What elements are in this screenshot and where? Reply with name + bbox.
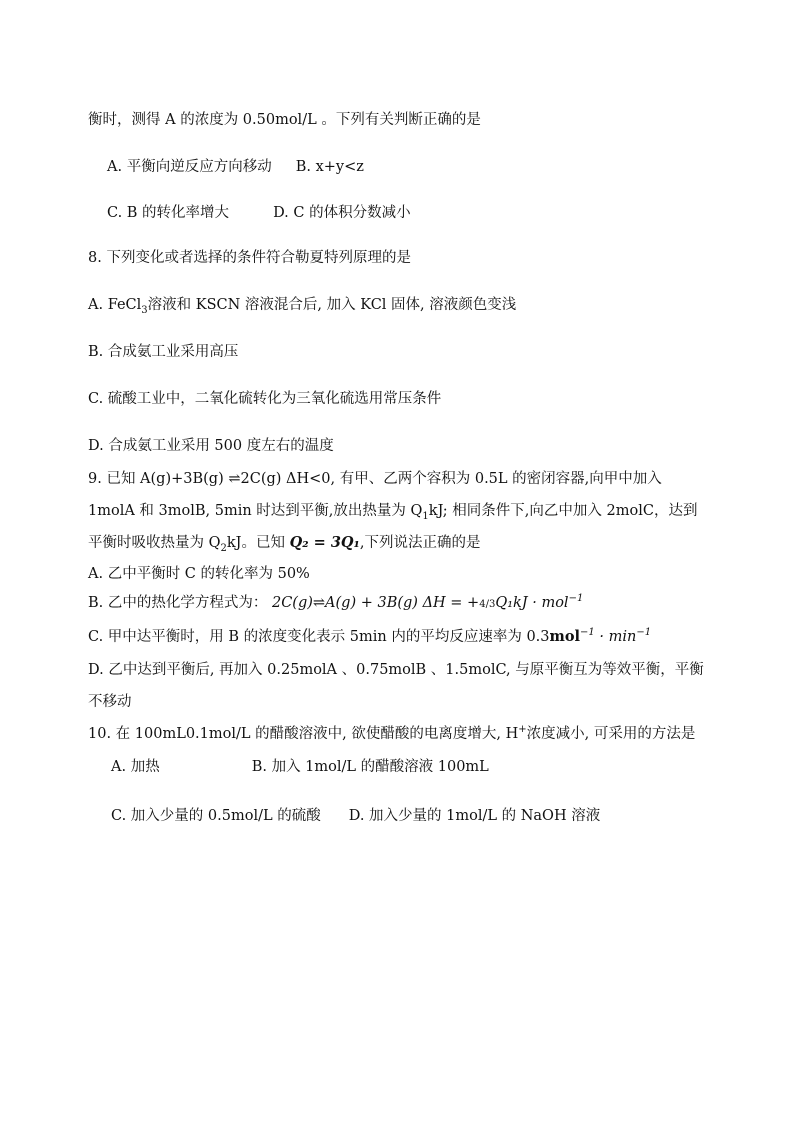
q8-option-b: B. 合成氨工业采用高压 [88,344,239,360]
q9b-superscript: −1 [568,593,584,605]
q8-option-d: D. 合成氨工业采用 500 度左右的温度 [88,438,334,454]
q10-option-b: B. 加入 1mol/L 的醋酸溶液 100mL [251,759,489,775]
q10-option-c: C. 加入少量的 0.5mol/L 的硫酸 [111,808,321,824]
q9b-text: B. 乙中的热化学方程式为： [88,595,272,611]
q9-equation: Q₂ = 3Q₁ [289,534,360,551]
q8-stem: 8. 下列变化或者选择的条件符合勒夏特列原理的是 [88,250,411,266]
q10-stem [88,724,695,744]
q9b-math-2: Q₁kJ · mol [495,595,569,611]
q9c-mol: mol [549,628,581,645]
q7-option-c: C. B 的转化率增大 [107,205,230,221]
q9c-min: · min [594,629,637,645]
q10-option-a: A. 加热 [111,759,160,775]
q9-line3-part3: ,下列说法正确的是 [359,535,481,551]
q7-option-d: D. C 的体积分数减小 [273,205,411,221]
q9-line3-part2: kJ。已知 [226,535,290,551]
q9b-fraction: 4/3 [479,599,496,610]
q9-line3-part1: 平衡时吸收热量为 Q [88,535,221,551]
q10-options-ab [111,757,489,777]
q8a-subscript: 3 [141,304,148,316]
q9-stem-line2 [88,501,697,521]
q9-option-c [88,627,651,647]
q9-line2-part2: kJ; 相同条件下,向乙中加入 2molC，达到 [428,503,698,519]
q9-sub-1: 1 [422,510,429,522]
q9c-sup-2: −1 [636,627,652,639]
q8-option-c: C. 硫酸工业中，二氧化硫转化为三氧化硫选用常压条件 [88,391,442,407]
q9b-math-1: 2C(g)⇌A(g) + 3B(g) ΔH = + [271,595,480,611]
q8-option-a [88,295,516,315]
q7-options-cd [107,203,411,223]
q9c-sup-1: −1 [580,627,595,639]
q9c-text: C. 甲中达平衡时，用 B 的浓度变化表示 5min 内的平均反应速率为 0.3 [88,629,550,645]
q9-option-a: A. 乙中平衡时 C 的转化率为 50% [88,566,310,582]
q7-options-ab [107,157,364,177]
q8a-text-2: 溶液和 KSCN 溶液混合后, 加入 KCl 固体, 溶液颜色变浅 [147,297,517,313]
q9-stem-line3 [88,533,481,553]
q10-text-1: 10. 在 100mL0.1mol/L 的醋酸溶液中, 欲使醋酸的电离度增大, H [88,726,519,742]
q9-option-b [88,593,583,615]
q7-option-b: B. x+y<z [295,159,364,175]
q10-superscript: + [518,724,527,736]
q9-stem-line1: 9. 已知 A(g)+3B(g) ⇌2C(g) ΔH<0, 有甲、乙两个容积为 0.5L 的密闭容器,向甲中加入 [88,471,662,487]
q9-line2-part1: 1molA 和 3molB, 5min 时达到平衡,放出热量为 Q [88,503,423,519]
q9-option-d-line1: D. 乙中达到平衡后, 再加入 0.25molA 、0.75molB 、1.5molC, 与原平衡互为等效平衡，平衡 [88,662,704,678]
q10-options-cd [111,806,600,826]
q10-option-d: D. 加入少量的 1mol/L 的 NaOH 溶液 [348,808,601,824]
q9-option-d-line2: 不移动 [88,694,132,710]
q10-text-2: 浓度减小, 可采用的方法是 [526,726,696,742]
q7-option-a: A. 平衡向逆反应方向移动 [107,159,272,175]
q7-stem-end: 衡时，测得 A 的浓度为 0.50mol/L 。下列有关判断正确的是 [88,112,481,128]
q8a-text-1: A. FeCl [88,297,142,313]
q9-sub-2: 2 [220,542,227,554]
